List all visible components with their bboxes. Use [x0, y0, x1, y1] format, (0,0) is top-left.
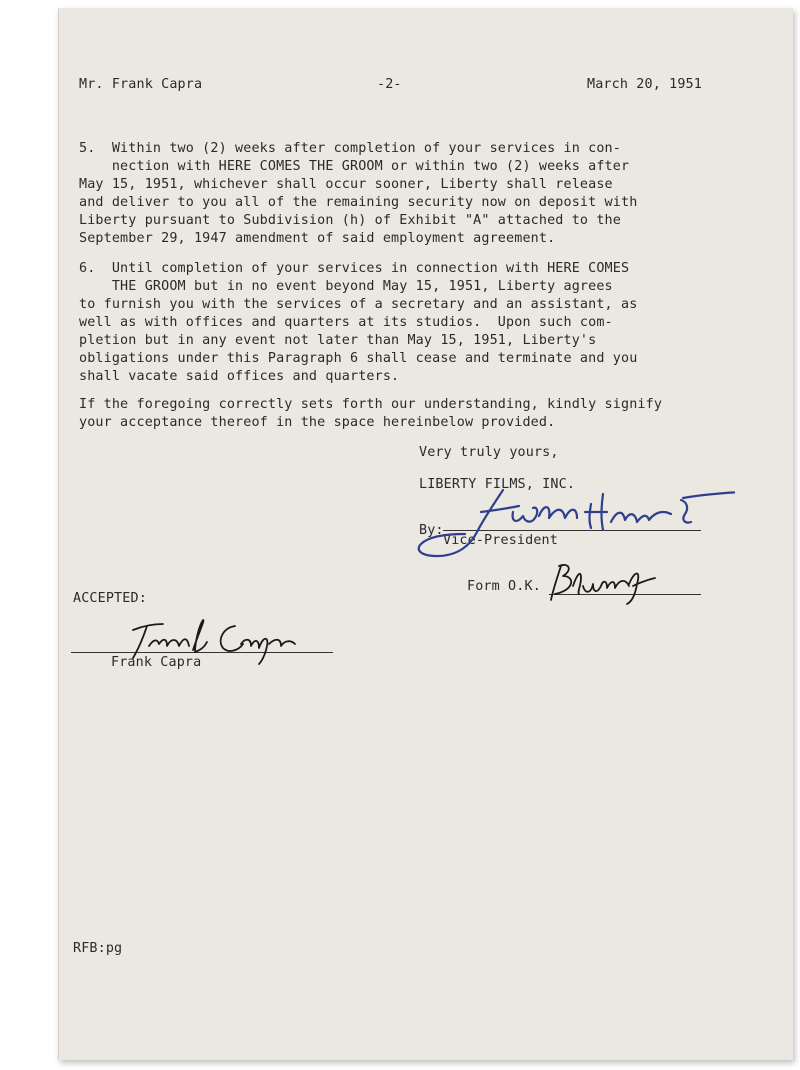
- paragraph-line: obligations under this Paragraph 6 shall cease and terminate and you: [79, 351, 638, 366]
- form-ok-initials: [547, 556, 657, 606]
- vp-title: Vice-President: [443, 533, 558, 548]
- paragraph-line: THE GROOM but in no event beyond May 15, 1951, Liberty agrees: [79, 279, 613, 294]
- paragraph-line: If the foregoing correctly sets forth our understanding, kindly signify: [79, 397, 663, 412]
- paragraph-line: pletion but in any event not later than May 15, 1951, Liberty's: [79, 333, 597, 348]
- paragraph-line: September 29, 1947 amendment of said employment agreement.: [79, 231, 556, 246]
- salutation: Very truly yours,: [419, 445, 559, 460]
- paragraph-line: to furnish you with the services of a secretary and an assistant, as: [79, 297, 638, 312]
- paragraph-line: May 15, 1951, whichever shall occur sooner, Liberty shall release: [79, 177, 613, 192]
- vice-president-signature: [385, 482, 735, 562]
- paragraph-line: and deliver to you all of the remaining security now on deposit with: [79, 195, 638, 210]
- page-number: -2-: [377, 77, 402, 92]
- paragraph-line: shall vacate said offices and quarters.: [79, 369, 400, 384]
- acceptor-name: Frank Capra: [111, 655, 202, 670]
- company-name: LIBERTY FILMS, INC.: [419, 477, 576, 492]
- typist-initials: RFB:pg: [73, 941, 123, 956]
- paragraph-line: nection with HERE COMES THE GROOM or within two (2) weeks after: [79, 159, 630, 174]
- paragraph-line: well as with offices and quarters at its studios. Upon such com-: [79, 315, 613, 330]
- letter-date: March 20, 1951: [587, 77, 702, 92]
- by-label: By:: [419, 523, 444, 538]
- paragraph-line: your acceptance thereof in the space hereinbelow provided.: [79, 415, 556, 430]
- paragraph-line: 6. Until completion of your services in connection with HERE COMES: [79, 261, 630, 276]
- frank-capra-signature: [119, 616, 299, 666]
- paragraph-line: Liberty pursuant to Subdivision (h) of Exhibit "A" attached to the: [79, 213, 621, 228]
- letter-page: [58, 8, 793, 1060]
- form-ok-label: Form O.K.: [467, 579, 541, 594]
- recipient-name: Mr. Frank Capra: [79, 77, 203, 92]
- accepted-label: ACCEPTED:: [73, 591, 147, 606]
- paragraph-line: 5. Within two (2) weeks after completion of your services in con-: [79, 141, 621, 156]
